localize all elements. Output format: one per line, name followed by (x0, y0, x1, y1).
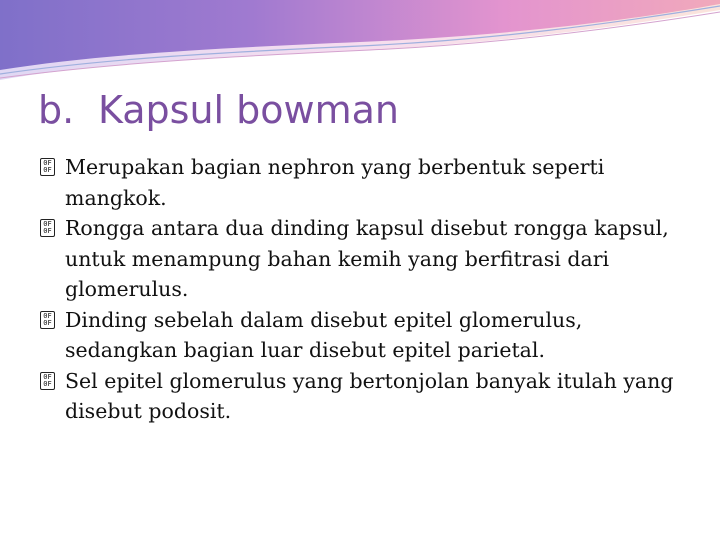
bullet-item (40, 305, 680, 366)
bullet-item (40, 366, 680, 427)
missing-glyph-box-icon (40, 311, 55, 329)
bullet-text: Dinding sebelah dalam disebut epitel glomerulus, sedangkan bagian luar disebut epitel parietal. (65, 307, 583, 362)
bullet-list (40, 152, 680, 427)
title-text: Kapsul bowman (98, 88, 400, 132)
title-number: b. (38, 88, 75, 132)
header-wave-decoration (0, 0, 720, 90)
bullet-text: Sel epitel glomerulus yang bertonjolan banyak itulah yang disebut podosit. (65, 368, 674, 423)
missing-glyph-box-icon (40, 158, 55, 176)
missing-glyph-box-icon (40, 372, 55, 390)
bullet-text: Merupakan bagian nephron yang berbentuk seperti mangkok. (65, 155, 605, 210)
bullet-text: Rongga antara dua dinding kapsul disebut rongga kapsul, untuk menampung bahan kemih yang berfitrasi dari glomerulus. (65, 216, 669, 301)
bullet-item (40, 152, 680, 213)
bullet-item (40, 213, 680, 305)
missing-glyph-box-icon (40, 219, 55, 237)
slide-title (38, 88, 399, 134)
